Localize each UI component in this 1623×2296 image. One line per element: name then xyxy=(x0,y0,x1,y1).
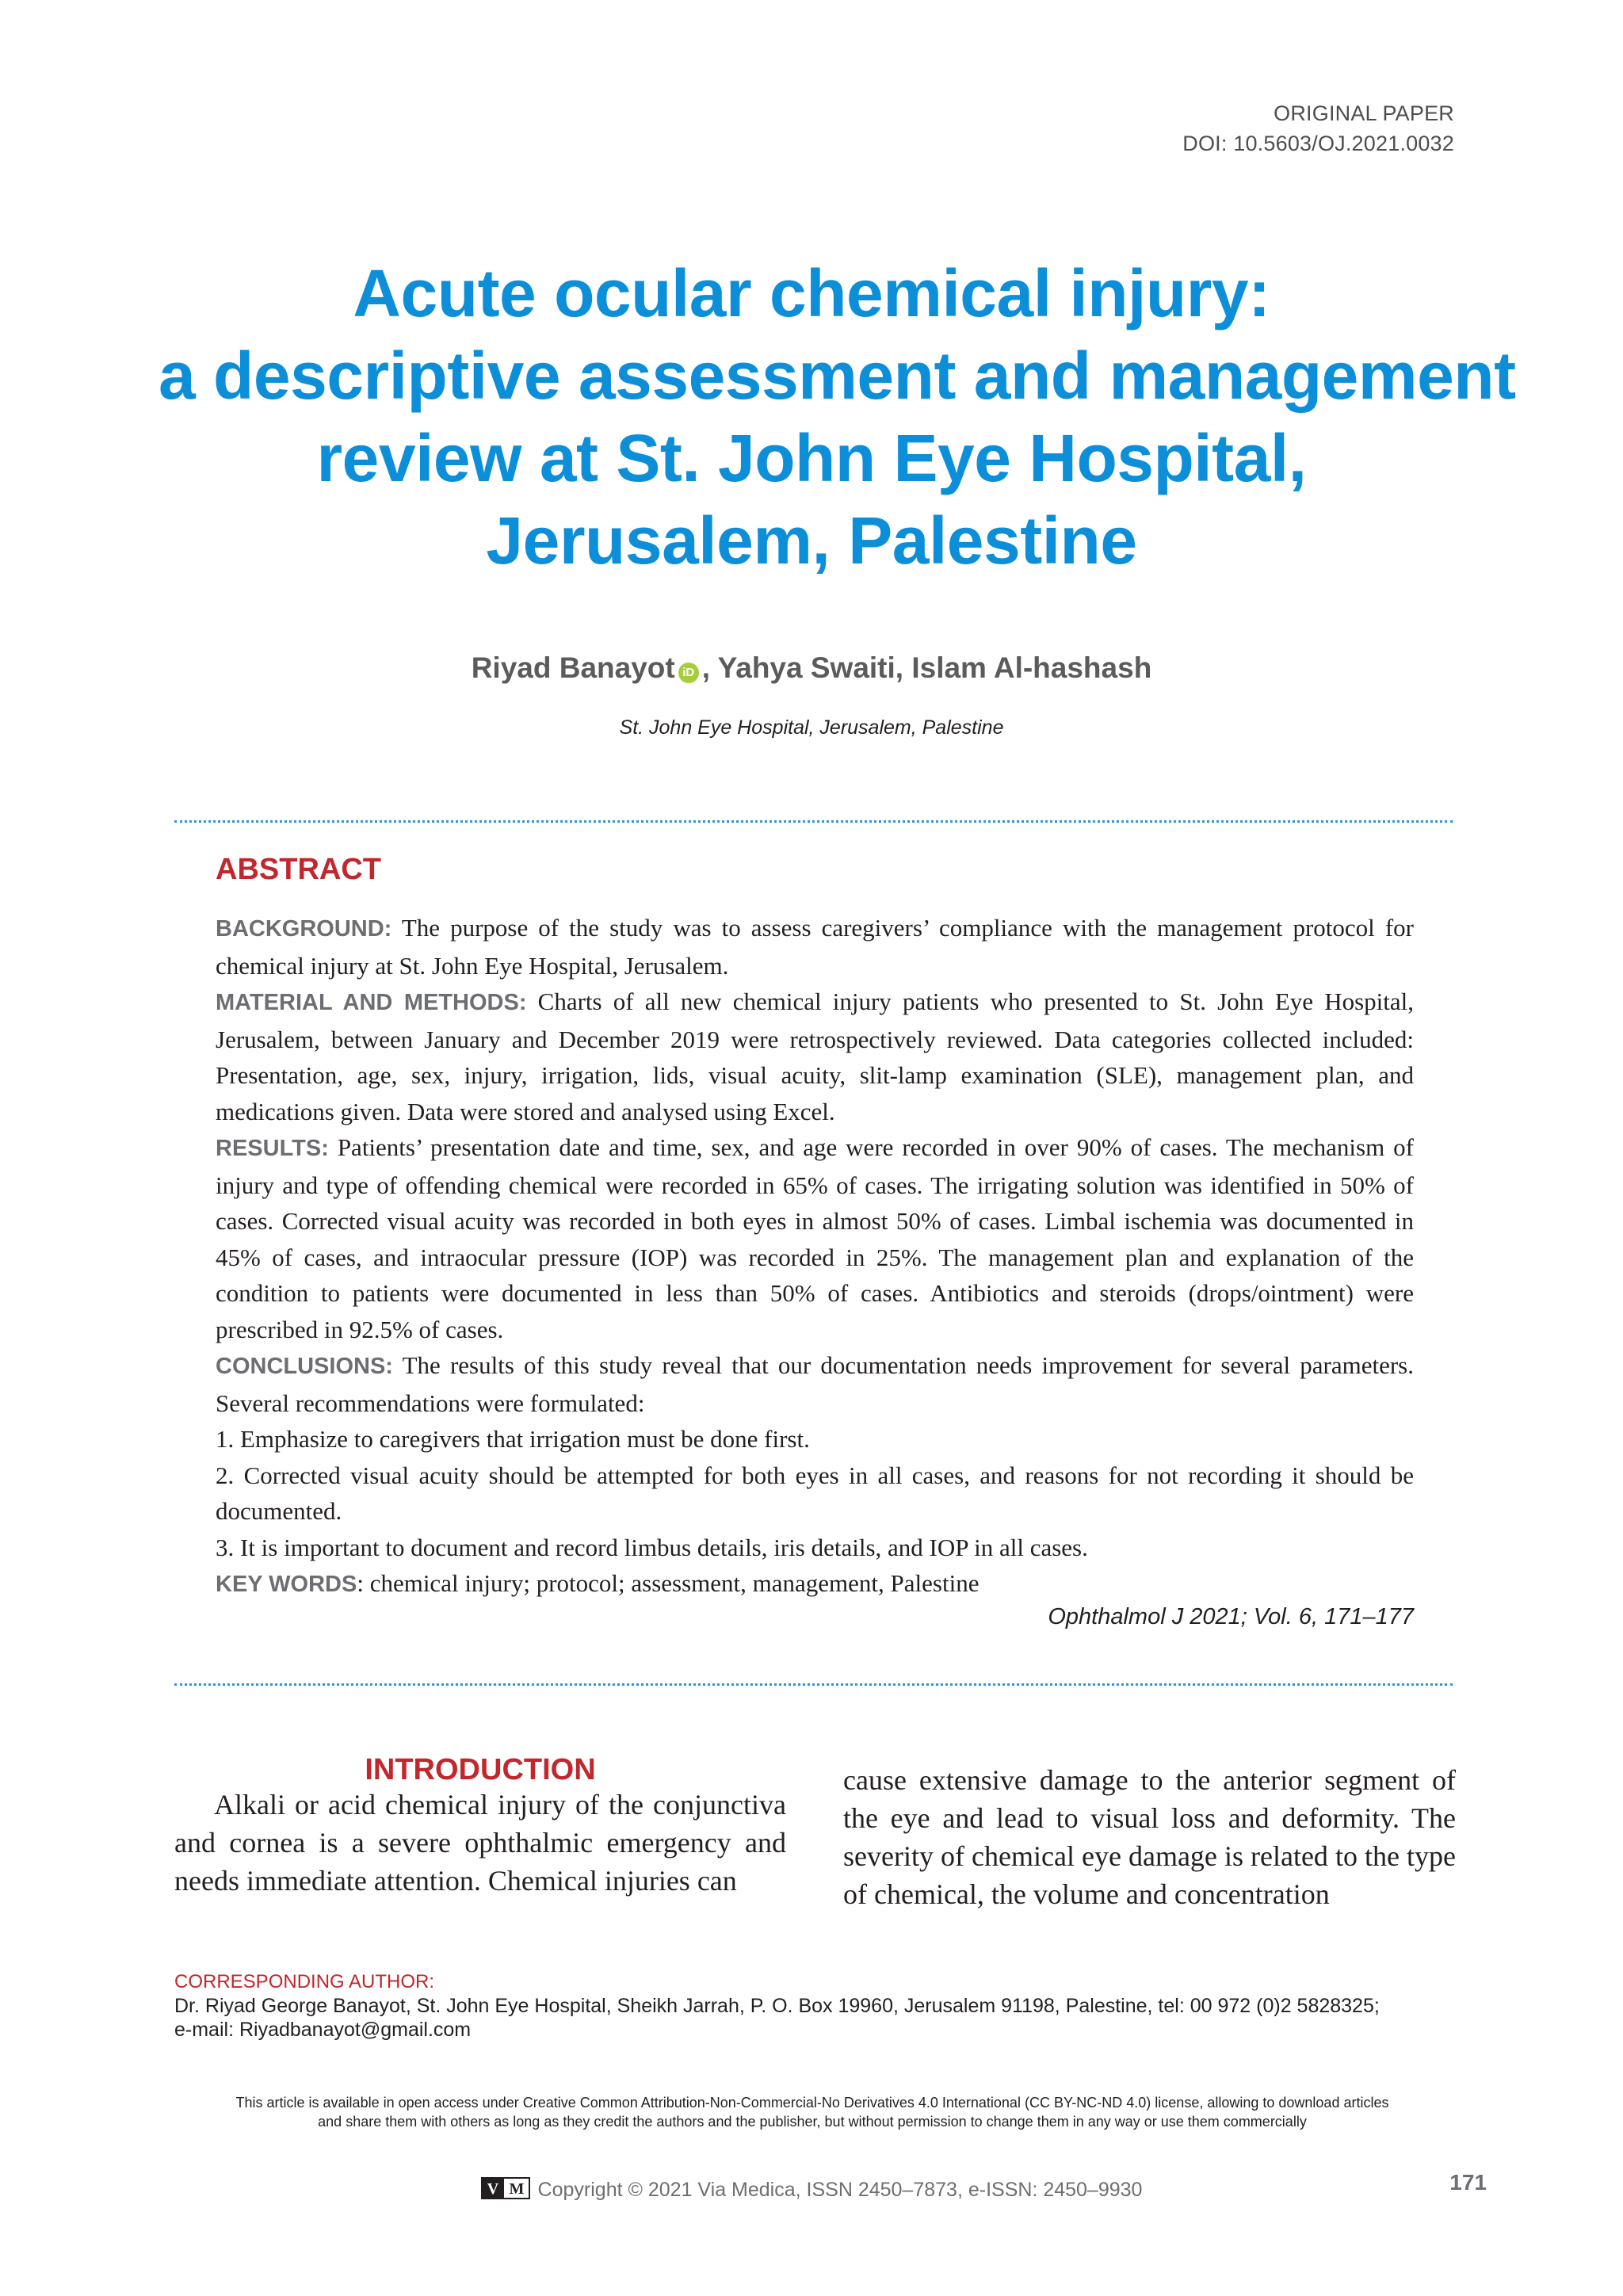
keywords-text: : chemical injury; protocol; assessment, management, Palestine xyxy=(357,1569,980,1597)
abstract-background xyxy=(216,910,1414,984)
methods-text: Charts of all new chemical injury patients who presented to St. John Eye Hospital, Jerusalem, between January and December 2019 were retrospectively reviewed. Data categories collected included: Presentation, age, sex, injury, irrigation, lids, visual acuity, slit-lamp examination (SLE), management plan, and medications given. Data were stored and analysed using Excel. xyxy=(216,988,1414,1125)
affiliation: St. John Eye Hospital, Jerusalem, Palestine xyxy=(619,716,1004,739)
recommendation-item: 1. Emphasize to caregivers that irrigation must be done first. xyxy=(216,1425,810,1453)
background-label: BACKGROUND: xyxy=(216,916,392,942)
introduction-heading: INTRODUCTION xyxy=(365,1753,596,1786)
license-line: and share them with others as long as they credit the authors and the publisher, but without permission to change them in any way or use them commercially xyxy=(318,2114,1307,2130)
background-text: The purpose of the study was to assess caregivers’ compliance with the management protocol for chemical injury at St. John Eye Hospital, Jerusalem. xyxy=(216,914,1414,980)
author-rest: , Yahya Swaiti, Islam Al-hashash xyxy=(701,651,1152,684)
author-list xyxy=(0,651,1623,685)
keywords-label: KEY WORDS xyxy=(216,1572,357,1597)
orcid-icon[interactable]: iD xyxy=(678,663,699,683)
divider-bottom xyxy=(174,1683,1453,1686)
doi-label: DOI: 10.5603/OJ.2021.0032 xyxy=(1182,132,1454,155)
introduction-column-2: cause extensive damage to the anterior segment of the eye and lead to visual loss and deformity. The severity of chemical eye damage is related to the type of chemical, the volume and concentration xyxy=(843,1764,1456,1910)
title-line: review at St. John Eye Hospital, xyxy=(316,421,1307,495)
abstract-results xyxy=(216,1129,1414,1347)
conclusions-text: The results of this study reveal that our documentation needs improvement for several parameters. Several recommendations were formulated: xyxy=(216,1351,1414,1417)
article-title xyxy=(158,252,1516,582)
abstract-body xyxy=(216,910,1414,1603)
corresponding-email[interactable]: e-mail: Riyadbanayot@gmail.com xyxy=(174,2019,472,2041)
title-line: Jerusalem, Palestine xyxy=(486,503,1137,578)
logo-letter: V xyxy=(487,2180,498,2198)
license-notice xyxy=(158,2093,1466,2131)
methods-label: MATERIAL AND METHODS: xyxy=(216,990,527,1015)
copyright-text: Copyright © 2021 Via Medica, ISSN 2450–7873, e-ISSN: 2450–9930 xyxy=(537,2179,1143,2202)
paper-type-label: ORIGINAL PAPER xyxy=(1274,101,1454,125)
corresponding-author-heading: CORRESPONDING AUTHOR: xyxy=(174,1971,435,1992)
abstract-conclusions xyxy=(216,1347,1414,1421)
abstract-heading: ABSTRACT xyxy=(216,853,381,886)
title-line: Acute ocular chemical injury: xyxy=(353,256,1270,330)
introduction-column-1: Alkali or acid chemical injury of the conjunctiva and cornea is a severe ophthalmic emergency and needs immediate attention. Chemical injuries can xyxy=(174,1789,786,1897)
divider-top xyxy=(174,820,1453,823)
results-text: Patients’ presentation date and time, sex, and age were recorded in over 90% of cases. The mechanism of injury and type of offending chemical were recorded in 65% of cases. The irrigating solution was identified in 50% of cases. Corrected visual acuity was recorded in both eyes in almost 50% of cases. Limbal ischemia was documented in 45% of cases, and intraocular pressure (IOP) was recorded in 25%. The management plan and explanation of the condition to patients were documented in less than 50% of cases. Antibiotics and steroids (drops/ointment) were prescribed in 92.5% of cases. xyxy=(216,1133,1414,1343)
footer xyxy=(0,2176,1623,2206)
title-line: a descriptive assessment and management xyxy=(158,338,1516,413)
abstract-methods xyxy=(216,984,1414,1129)
recommendation-item: 3. It is important to document and record limbus details, iris details, and IOP in all cases. xyxy=(216,1533,1088,1561)
conclusions-label: CONCLUSIONS: xyxy=(216,1354,393,1379)
corresponding-line: Dr. Riyad George Banayot, St. John Eye Hospital, Sheikh Jarrah, P. O. Box 19960, Jerusalem 91198, Palestine, tel: 00 972 (0)2 5828325; xyxy=(174,1995,1380,2017)
corresponding-author-details xyxy=(174,1994,1482,2042)
logo-letter: M xyxy=(509,2180,524,2198)
license-line: This article is available in open access under Creative Common Attribution-Non-Commercial-No Derivatives 4.0 International (CC BY-NC-ND 4.0) license, allowing to download articles xyxy=(235,2095,1389,2111)
page-number: 171 xyxy=(1449,2170,1487,2195)
abstract-keywords xyxy=(216,1565,1414,1603)
via-medica-logo xyxy=(481,2176,530,2206)
journal-citation: Ophthalmol J 2021; Vol. 6, 171–177 xyxy=(1048,1604,1414,1629)
recommendation-item: 2. Corrected visual acuity should be attempted for both eyes in all cases, and reasons for not recording it should be documented. xyxy=(216,1461,1414,1525)
author-first: Riyad Banayot xyxy=(471,651,675,684)
results-label: RESULTS: xyxy=(216,1136,329,1161)
